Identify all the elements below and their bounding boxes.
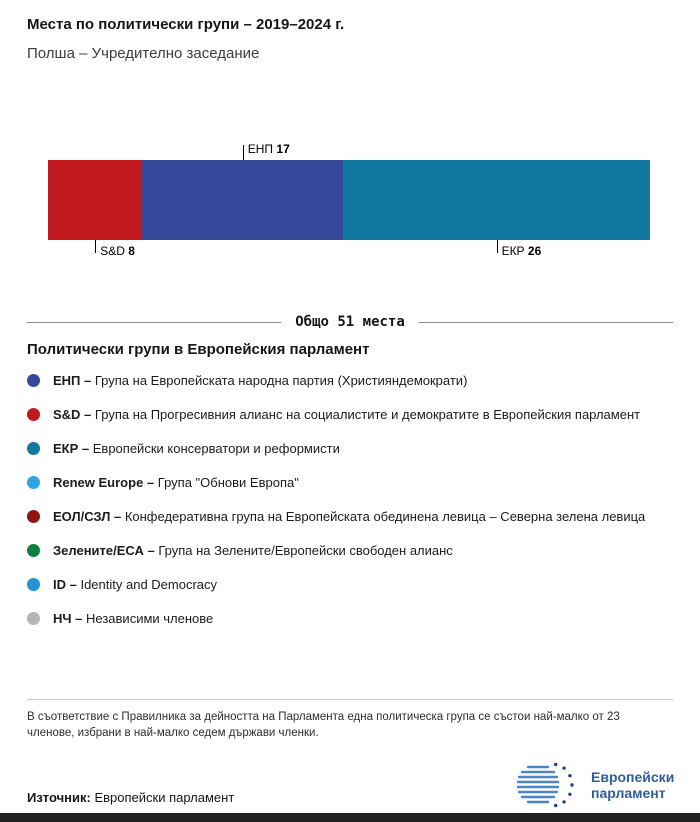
group-name: Зелените/ЕСА – — [53, 543, 155, 558]
group-description: Група на Прогресивния алианс на социалистите и демократите в Европейския парламент — [94, 407, 641, 422]
page-subtitle: Полша – Учредително заседание — [27, 45, 260, 62]
legend — [27, 372, 673, 644]
ep-parliament-icon — [512, 761, 584, 809]
legend-heading: Политически групи в Европейския парламент — [27, 341, 370, 358]
legend-item — [27, 372, 673, 390]
page-title: Места по политически групи – 2019–2024 г. — [27, 16, 345, 33]
group-description: Група на Европейската народна партия (Християндемократи) — [94, 373, 468, 388]
group-name: ЕКР – — [53, 441, 90, 456]
legend-item — [27, 610, 673, 628]
legend-item — [27, 576, 673, 594]
bottom-bar — [0, 813, 700, 822]
legend-item — [27, 474, 673, 492]
group-name: S&D – — [53, 407, 92, 422]
legend-color-dot — [27, 476, 40, 489]
legend-color-dot — [27, 612, 40, 625]
group-description: Европейски консерватори и реформисти — [92, 441, 340, 456]
group-description: Identity and Democracy — [80, 577, 218, 592]
group-name: НЧ – — [53, 611, 83, 626]
legend-item-text — [53, 508, 645, 526]
bar-segment-label — [243, 142, 290, 160]
group-description: Група на Зелените/Европейски свободен алианс — [158, 543, 453, 558]
footnote-divider — [27, 699, 673, 700]
legend-item-text — [53, 372, 467, 390]
total-seats-label: Общо 51 места — [295, 314, 405, 330]
legend-color-dot — [27, 544, 40, 557]
legend-item-text — [53, 440, 340, 458]
source-label: Източник: — [27, 790, 91, 805]
bar-segment-label — [497, 240, 542, 258]
source-value: Европейски парламент — [94, 790, 235, 805]
group-name: ЕНП – — [53, 373, 92, 388]
bar-segment-label — [95, 240, 135, 258]
legend-color-dot — [27, 374, 40, 387]
legend-item-text — [53, 474, 299, 492]
legend-item — [27, 508, 673, 526]
legend-item — [27, 440, 673, 458]
label-tick — [95, 240, 96, 253]
ep-logo-line2: парламент — [591, 785, 666, 801]
segment-label-text: ЕКР 26 — [501, 244, 542, 258]
label-tick — [243, 145, 244, 160]
group-description: Група "Обнови Европа" — [157, 475, 299, 490]
divider-right — [419, 322, 673, 323]
bar-segment-3 — [343, 160, 650, 258]
legend-color-dot — [27, 578, 40, 591]
stacked-bar — [48, 142, 650, 258]
ep-logo — [512, 761, 674, 809]
total-seats-row — [27, 314, 673, 330]
group-name: ЕОЛ/СЗЛ – — [53, 509, 122, 524]
legend-item-text — [53, 406, 640, 424]
legend-color-dot — [27, 408, 40, 421]
bar-segment-2 — [142, 142, 343, 240]
label-tick — [497, 240, 498, 253]
legend-item — [27, 542, 673, 560]
group-description: Конфедеративна група на Европейската обединена левица – Северна зелена левица — [124, 509, 646, 524]
group-name: Renew Europe – — [53, 475, 155, 490]
star-arc — [554, 763, 574, 807]
footnote: В съответствие с Правилника за дейността на Парламента една политическа група се състои най-малко от 23 членове, избрани в най-малко седем държави членки. — [27, 711, 620, 739]
legend-item-text — [53, 576, 217, 594]
legend-color-dot — [27, 442, 40, 455]
ep-logo-line1: Европейски — [591, 769, 675, 785]
legend-item — [27, 406, 673, 424]
divider-left — [27, 322, 281, 323]
segment-label-text: ЕНП 17 — [247, 142, 290, 156]
ep-logo-text — [591, 769, 674, 801]
legend-color-dot — [27, 510, 40, 523]
segment-label-text: S&D 8 — [100, 244, 135, 258]
legend-item-text — [53, 610, 213, 628]
group-description: Независими членове — [86, 611, 214, 626]
legend-item-text — [53, 542, 453, 560]
bar-segment-1 — [48, 160, 142, 258]
source-line — [27, 790, 234, 805]
group-name: ID – — [53, 577, 77, 592]
